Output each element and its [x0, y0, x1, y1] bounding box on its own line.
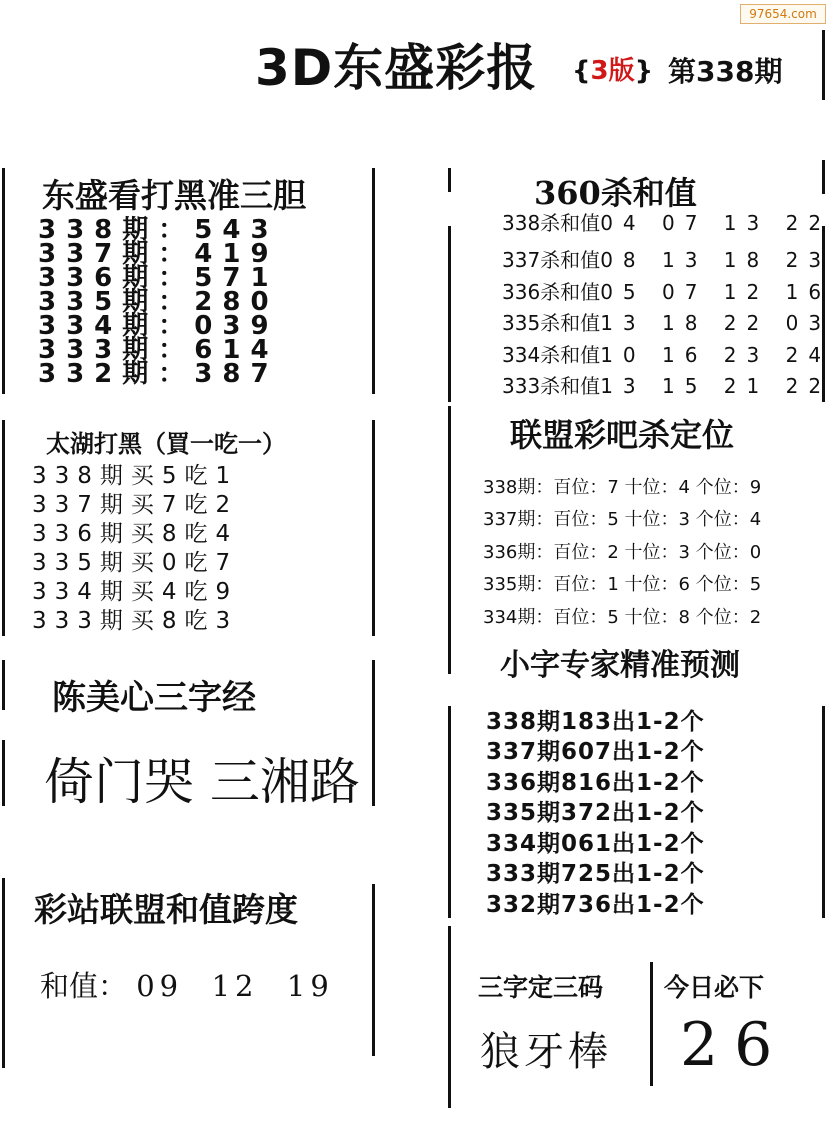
- right-border-4: [372, 884, 375, 1056]
- chenmeixin-title: 陈美心三字经: [52, 678, 256, 718]
- list-item: 333期725出1-2个: [486, 861, 705, 887]
- list-item: 336期买8吃4: [32, 521, 239, 547]
- edition-brace-close: }: [634, 56, 654, 86]
- list-item: 333期买8吃3: [32, 608, 239, 634]
- right-border-2: [372, 420, 375, 636]
- kill360-title: 360杀和值: [534, 174, 697, 212]
- lianmeng-title: 联盟彩吧杀定位: [510, 416, 735, 454]
- row-nums: 08 13 18 23: [600, 248, 831, 272]
- list-item: 334期买4吃9: [32, 579, 239, 605]
- list-item: 338期：百位：7 十位：4 个位：9: [483, 477, 762, 498]
- row-label: 336杀和值: [502, 280, 601, 304]
- row-label: 337杀和值: [502, 248, 601, 272]
- sanzi-title: 三字定三码: [478, 973, 604, 1002]
- left-border-2: [2, 420, 5, 636]
- list-item: 337期买7吃2: [32, 492, 239, 518]
- edition-badge: [572, 50, 653, 87]
- list-item: 336期：571: [38, 263, 279, 293]
- site-watermark: 97654.com: [740, 4, 826, 24]
- kill360-title-clip: [520, 166, 730, 212]
- right-col-border-top-r: [822, 160, 825, 194]
- row-nums: 13 18 22 03: [600, 311, 831, 335]
- list-item: 334期061出1-2个: [486, 831, 705, 857]
- list-item: [502, 308, 831, 339]
- list-item: 338期：543: [38, 215, 279, 245]
- edition-brace-open: {: [572, 56, 591, 86]
- edition-label: 3版: [590, 56, 635, 86]
- list-item: [502, 340, 831, 371]
- list-item: 333期：614: [38, 335, 279, 365]
- row-label: 333杀和值: [502, 374, 601, 398]
- list-item: [502, 277, 831, 308]
- bottom-box-divider: [650, 962, 653, 1086]
- right-border-3: [372, 660, 375, 806]
- chenmeixin-verse: 倚门哭 三湘路: [44, 753, 360, 811]
- header-divider: [822, 30, 825, 100]
- list-item: 334期：039: [38, 311, 279, 341]
- xiaozi-title: 小字专家精准预测: [500, 648, 740, 683]
- row-label: 334杀和值: [502, 343, 601, 367]
- row-nums: 13 15 21 22: [600, 374, 831, 398]
- list-item: 332期736出1-2个: [486, 892, 705, 918]
- list-item: 332期：387: [38, 359, 279, 389]
- sanzi-value: 狼牙棒: [480, 1029, 612, 1075]
- list-item: [502, 245, 831, 276]
- list-item: 336期816出1-2个: [486, 770, 705, 796]
- list-item: [502, 371, 831, 402]
- caizhan-sum: [40, 964, 334, 1005]
- row-nums: 10 16 23 24: [600, 343, 831, 367]
- right-col-border-3: [448, 706, 451, 918]
- list-item: 337期：百位：5 十位：3 个位：4: [483, 509, 762, 530]
- kill360-list: [0, 211, 831, 406]
- caizhan-label: 和值：: [40, 969, 128, 1003]
- dongsheng-title: 东盛看打黑准三胆: [42, 176, 306, 215]
- left-border-3a: [2, 660, 5, 710]
- left-border-3b: [2, 740, 5, 806]
- jinri-title: 今日必下: [664, 973, 765, 1002]
- list-item: 337期607出1-2个: [486, 739, 705, 765]
- list-item: 337期：419: [38, 239, 279, 269]
- list-item: 335期：百位：1 十位：6 个位：5: [483, 574, 762, 595]
- page-title: 3D东盛彩报: [255, 39, 538, 97]
- caizhan-values: 09 12 19: [136, 969, 334, 1003]
- right-col-border-top: [448, 168, 451, 192]
- right-col-border-3r: [822, 706, 825, 918]
- list-item: 338期买5吃1: [32, 463, 239, 489]
- list-item: 335期372出1-2个: [486, 800, 705, 826]
- row-nums: 04 07 13 22: [600, 211, 831, 235]
- issue-number: 第338期: [668, 55, 783, 88]
- row-label: 335杀和值: [502, 311, 601, 335]
- list-item: 336期：百位：2 十位：3 个位：0: [483, 542, 762, 563]
- taihu-title: 太湖打黑（買一吃一）: [46, 430, 286, 458]
- list-item: 338期183出1-2个: [486, 709, 705, 735]
- right-col-border-4: [448, 926, 451, 1108]
- list-item: [502, 208, 831, 239]
- row-label: 338杀和值: [502, 211, 601, 235]
- left-border-4: [2, 878, 5, 1068]
- list-item: 334期：百位：5 十位：8 个位：2: [483, 607, 762, 628]
- right-col-border-2: [448, 406, 451, 674]
- list-item: 335期：280: [38, 287, 279, 317]
- jinri-value: 26: [680, 1010, 789, 1080]
- caizhan-title: 彩站联盟和值跨度: [34, 890, 298, 929]
- list-item: 335期买0吃7: [32, 550, 239, 576]
- row-nums: 05 07 12 16: [600, 280, 831, 304]
